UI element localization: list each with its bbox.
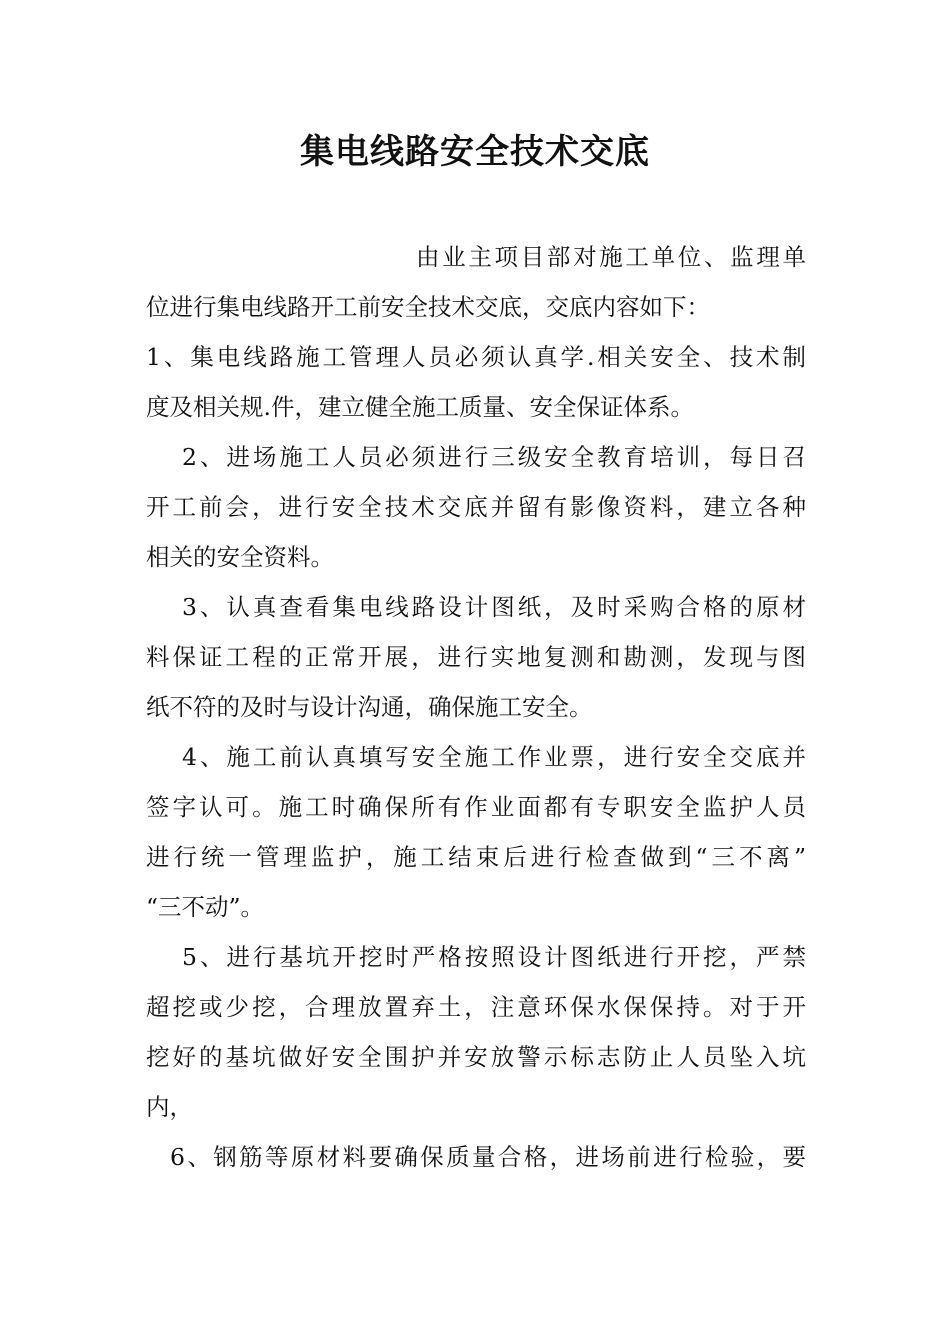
paragraph-line: 纸不符的及时与设计沟通，确保施工安全。 [146,693,593,721]
paragraph-line: 内， [146,1093,193,1121]
paragraph-line: 挖好的基坑做好安全围护并安放警示标志防止人员坠入坑 [146,1043,806,1071]
paragraph-line: 5、进行基坑开挖时严格按照设计图纸进行开挖，严禁 [182,943,806,971]
paragraph-line: 签字认可。施工时确保所有作业面都有专职安全监护人员 [146,793,806,821]
paragraph-line: 开工前会，进行安全技术交底并留有影像资料，建立各种 [146,493,806,521]
paragraph-line: 1、集电线路施工管理人员必须认真学.相关安全、技术制 [146,343,806,371]
paragraph-line: 料保证工程的正常开展，进行实地复测和勘测，发现与图 [146,643,806,671]
paragraph-line: “三不动”。 [146,893,265,921]
document-title: 集电线路安全技术交底 [300,132,650,172]
paragraph-line: 进行统一管理监护，施工结束后进行检查做到“三不离” [146,843,806,871]
paragraph-line: 超挖或少挖，合理放置弃土，注意环保水保保持。对于开 [146,993,806,1021]
paragraph-line: 度及相关规.件，建立健全施工质量、安全保证体系。 [146,393,694,421]
paragraph-line: 2、进场施工人员必须进行三级安全教育培训，每日召 [182,443,806,471]
paragraph-line: 由业主项目部对施工单位、监理单 [416,243,806,271]
paragraph-line: 3、认真查看集电线路设计图纸，及时采购合格的原材 [182,593,806,621]
paragraph-line: 4、施工前认真填写安全施工作业票，进行安全交底并 [182,743,806,771]
paragraph-line: 相关的安全资料。 [146,543,334,571]
paragraph-line: 位进行集电线路开工前安全技术交底，交底内容如下： [146,293,710,321]
paragraph-line: 6、钢筋等原材料要确保质量合格，进场前进行检验，要 [170,1143,806,1171]
